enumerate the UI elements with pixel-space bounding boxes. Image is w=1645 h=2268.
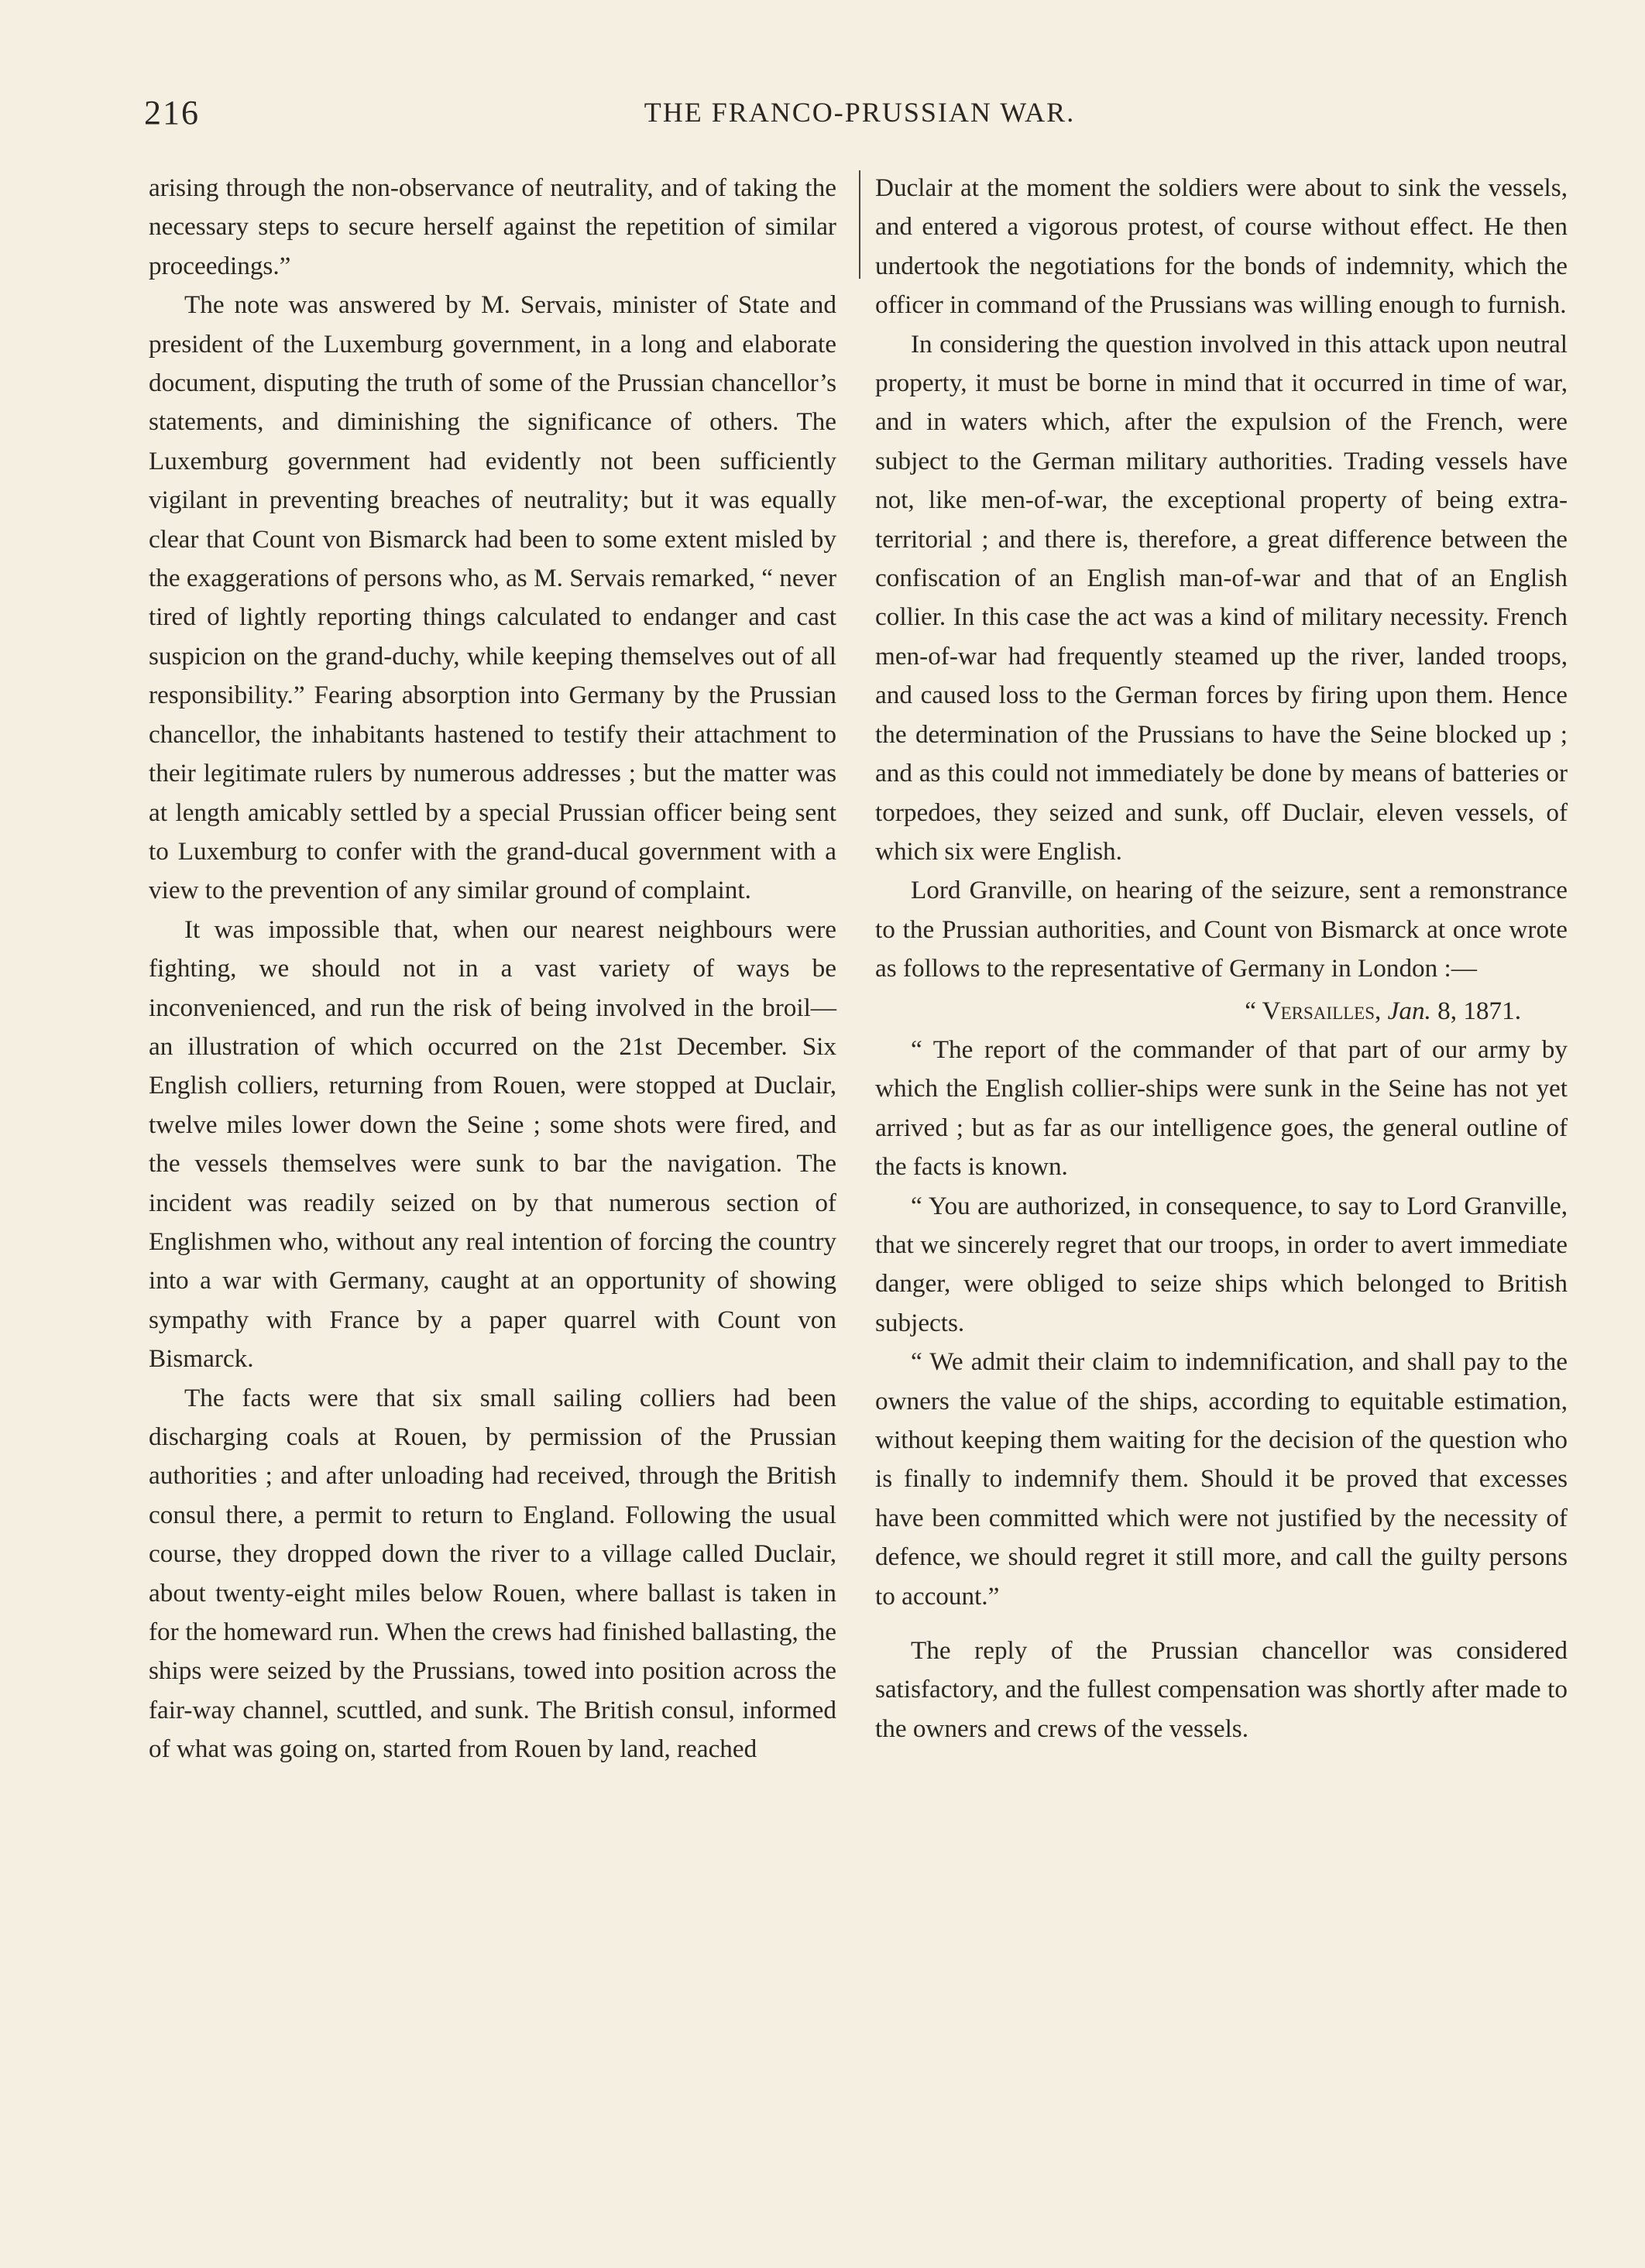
paragraph: The facts were that six small sailing colliers had been discharging coals at Rouen, by permission of the Prussian authorities ; and after unloading had received, through the British consul there, a permit to return to England. Following the usual course, they dropped down the river to a village called Duclair, about twenty-eight miles below Rouen, where ballast is taken in for the homeward run. When the crews had finished ballasting, the ships were seized by the Prussians, towed into position across the fair-way channel, scuttled, and sunk. The British consul, informed of what was going on, started from Rouen by land, reached bbox=[149, 1383, 836, 1764]
closing-paragraph: The reply of the Prussian chancellor was considered satisfactory, and the fullest compensation was shortly after made to the owners and crews of the vessels. bbox=[875, 1636, 1568, 1743]
running-title: THE FRANCO-PRUSSIAN WAR. bbox=[644, 97, 1076, 128]
paragraph: arising through the non-observance of neutrality, and of taking the necessary steps to secure herself against the repetition of similar proceedings.” bbox=[149, 173, 836, 280]
letter-paragraph: “ You are authorized, in consequence, to say to Lord Granville, that we sincerely regret that our troops, in order to avert immediate danger, were obliged to seize ships which belonged to British subjects. bbox=[875, 1191, 1568, 1337]
dateline-place: “ Versailles, bbox=[1245, 996, 1382, 1025]
paragraph: The note was answered by M. Servais, minister of State and president of the Luxemburg government, in a long and elaborate document, disputing the truth of some of the Prussian chancellor’s statements, and diminishing the significance of others. The Luxemburg government had evidently not been sufficiently vigilant in preventing breaches of neutrality; but it was equally clear that Count von Bismarck had been to some extent misled by the exaggerations of persons who, as M. Servais remarked, “ never tired of lightly reporting things calculated to endanger and cast suspicion on the grand-duchy, while keeping themselves out of all responsibility.” Fearing absorption into Germany by the Prussian chancellor, the inhabitants hastened to testify their attachment to their legitimate rulers by numerous addresses ; but the matter was at length amicably settled by a special Prussian officer being sent to Luxemburg to confer with the grand-ducal government with a view to the prevention of any similar ground of complaint. bbox=[149, 290, 836, 905]
letter-dateline bbox=[875, 992, 1568, 1031]
column-divider bbox=[859, 170, 860, 279]
letter-paragraph: “ We admit their claim to indemnification, and shall pay to the owners the value of the ships, according to equitable estimation, without keeping them waiting for the decision of the question who is finally to indemnify them. Should it be proved that excesses have been committed which were not justified by the necessity of defence, we should regret it still more, and call the guilty persons to account.” bbox=[875, 1347, 1568, 1611]
page-number: 216 bbox=[144, 94, 200, 132]
left-column bbox=[149, 169, 836, 1769]
paragraph: In considering the question involved in this attack upon neutral property, it must be borne in mind that it occurred in time of war, and in waters which, after the expulsion of the French, were subject to the German military authorities. Trading vessels have not, like men-of-war, the exceptional property of being extra-territorial ; and there is, therefore, a great difference between the confiscation of an English man-of-war and that of an English collier. In this case the act was a kind of military necessity. French men-of-war had frequently steamed up the river, landed troops, and caused loss to the German forces by firing upon them. Hence the determination of the Prussians to have the Seine blocked up ; and as this could not immediately be done by means of batteries or torpedoes, they seized and sunk, off Duclair, eleven vessels, of which six were English. bbox=[875, 329, 1568, 866]
dateline-day-year: 8, 1871. bbox=[1437, 996, 1521, 1025]
paragraph: Duclair at the moment the soldiers were about to sink the vessels, and entered a vigorous protest, of course without effect. He then undertook the negotiations for the bonds of indemnity, which the officer in command of the Prussians was willing enough to furnish. bbox=[875, 173, 1568, 320]
page-header bbox=[144, 93, 1575, 139]
dateline-month: Jan. bbox=[1387, 996, 1431, 1025]
right-column bbox=[875, 169, 1568, 1748]
paragraph: Lord Granville, on hearing of the seizure, sent a remonstrance to the Prussian authorities, and Count von Bismarck at once wrote as follows to the representative of Germany in London :— bbox=[875, 876, 1568, 983]
paragraph: It was impossible that, when our nearest neighbours were fighting, we should not in a vast variety of ways be inconvenienced, and run the risk of being involved in the broil—an illustration of which occurred on the 21st December. Six English colliers, returning from Rouen, were stopped at Duclair, twelve miles lower down the Seine ; some shots were fired, and the vessels themselves were sunk to bar the navigation. The incident was readily seized on by that numerous section of Englishmen who, without any real intention of forcing the country into a war with Germany, caught at an opportunity of showing sympathy with France by a paper quarrel with Count von Bismarck. bbox=[149, 914, 836, 1374]
letter-paragraph: “ The report of the commander of that part of our army by which the English collier-ships were sunk in the Seine has not yet arrived ; but as far as our intelligence goes, the general outline of the facts is known. bbox=[875, 1034, 1568, 1182]
